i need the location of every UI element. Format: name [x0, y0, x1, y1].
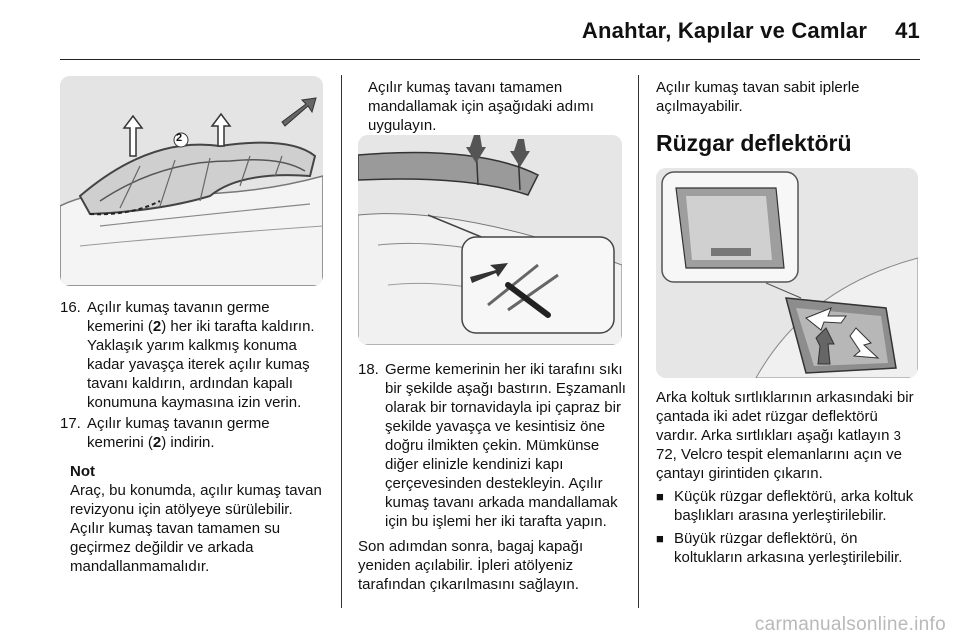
bullet-square-icon: ■ — [656, 489, 664, 504]
step-18: 18. Germe kemerinin her iki tarafını sıkı bir şekilde aşağı bastırın. Eşzamanlı olarak bir tornavidayla ipi çapraz bir şekilde yavaşça ve kesintisiz öne doğru ilmikten çekin. Mümkünse diğer elinizle kendinizi kapı çerçevesinden destekleyin. Açılır kumaş tavanı arkada mandallamak için bu işlemi her iki tarafta yapın. — [358, 361, 626, 530]
column-1 — [60, 298, 330, 576]
col2-intro: Açılır kumaş tavanı tamamen mandallamak için aşağıdaki adımı uygulayın. — [368, 79, 594, 134]
page-header — [582, 18, 920, 44]
col3-para: Arka koltuk sırtlıklarının arkasındaki bir çantada iki adet rüzgar deflektörü vardır. Arka sırtlıkları aşağı katlayın 3 72, Velcro tespit elemanlarını açın ve çantayı girintiden çıkarın. — [656, 389, 914, 482]
header-rule — [60, 59, 920, 60]
column-2-intro — [368, 78, 630, 135]
figure-label: 2 — [176, 132, 183, 144]
column-divider-1 — [341, 75, 342, 608]
step-number: 17. — [60, 415, 81, 432]
column-2-steps — [358, 360, 630, 594]
column-divider-2 — [638, 75, 639, 608]
bullet-item: ■ Büyük rüzgar deflektörü, ön koltukların arkasına yerleştirilebilir. — [656, 530, 903, 566]
col3-intro: Açılır kumaş tavan sabit iplerle açılmayabilir. — [656, 79, 860, 115]
step-17: 17. Açılır kumaş tavanın germe kemerini (2) indirin. — [60, 415, 270, 451]
step-16: 16. Açılır kumaş tavanın germe kemerini (2) her iki tarafta kaldırın. Yaklaşık yarım kalkmış konuma kadar yavaşça iterek açılır kumaş tavanı kaldırın, ardından kapalı konumuna kaymasına izin verin. — [60, 299, 315, 411]
reference-arrow-icon: 3 — [893, 428, 901, 443]
figure-wind-deflector — [656, 168, 918, 378]
step-number: 18. — [358, 361, 379, 378]
step-number: 16. — [60, 299, 81, 316]
bullet-square-icon: ■ — [656, 531, 664, 546]
column-3-intro — [656, 78, 918, 156]
header-title: Anahtar, Kapılar ve Camlar — [581, 18, 868, 43]
figure-convertible-top — [60, 76, 323, 286]
bullet-item: ■ Küçük rüzgar deflektörü, arka koltuk başlıkları arasına yerleştirilebilir. — [656, 488, 914, 524]
column-3-text — [656, 388, 922, 567]
figure-screwdriver — [358, 135, 622, 345]
note-title: Not — [70, 463, 95, 480]
section-title: Rüzgar deflektörü — [656, 130, 852, 156]
note-text: Araç, bu konumda, açılır kumaş tavan revizyonu için atölyeye sürülebilir. Açılır kumaş tavan tamamen su geçirmez değildir ve arkada mandallanmamalıdır. — [70, 482, 322, 575]
col2-outro: Son adımdan sonra, bagaj kapağı yeniden açılabilir. İpleri atölyeniz tarafından çıkarılmasını sağlayın. — [358, 538, 584, 593]
watermark: carmanualsonline.info — [754, 614, 946, 635]
page-number: 41 — [895, 18, 920, 43]
